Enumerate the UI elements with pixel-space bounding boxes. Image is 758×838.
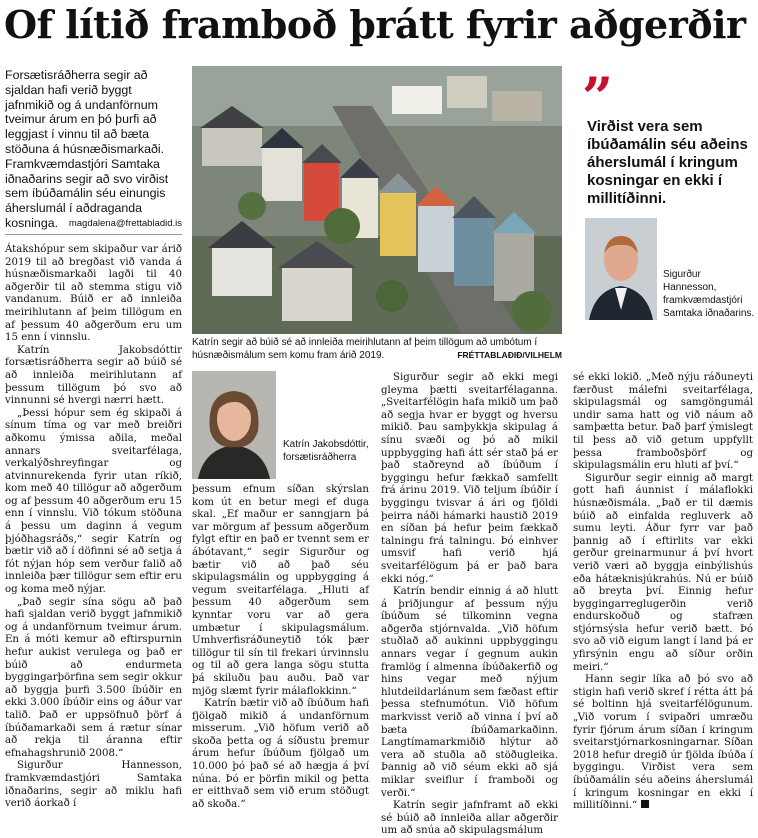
headline: Of lítið framboð þrátt fyrir aðgerðir	[4, 2, 746, 47]
paragraph: „Þessi hópur sem ég skipaði á sínum tíma og var með breiðri aðkomu ýmissa aðila, meðal annars sveitarfélaga, verkalýðshreyfingar og atvinnurekenda fyrir utan ríkið, kom með 40 tillögur að aðgerðum og af þessum 40 aðgerðum eru 15 enn í vinnslu. Við tókum stöðuna á þessu um daginn á vegum þjóðhagsráðs,“ segir Katrín og bætir við að í döfinni sé að setja á fót nýjan hóp sem verður falið að innleiða þær tillögur sem eftir eru og koma með nýjar.	[5, 407, 182, 596]
end-mark-icon	[641, 800, 649, 808]
paragraph: Sigurður Hannesson, framkvæmdastjóri Samtaka iðnaðarins, segir að miklu hafi verið áorkað í	[5, 760, 182, 810]
article-column-3	[381, 372, 558, 837]
divider	[5, 234, 182, 235]
article-column-2	[192, 484, 369, 810]
paragraph: Katrín bætir við að íbúðum hafi fjölgað mikið á undanförnum misserum. „Við höfum verið að skoða þetta og á síðustu þremur árum hefur íbúðum fjölgað um 10.000 þó það sé að hægja á því núna. Þó er þörfin mikil og þetta er eitthvað sem við erum stöðugt að skoða.“	[192, 698, 369, 810]
byline-email: magdalena@frettabladid.is	[68, 218, 182, 229]
pull-quote: Virðist vera sem íbúðamálin séu aðeins áherslumál í kringum kosningar en ekki í millitíðinni.	[587, 118, 748, 207]
photo-caption: Katrín segir að búið sé að innleiða meirihlutann af þeim tillögum að umbótum í húsnæðismálum sem komu fram árið 2019.	[192, 337, 538, 361]
article-column-4	[573, 372, 753, 812]
article-column-1	[5, 244, 182, 810]
portrait-caption-sigurdur: Sigurður Hannesson, framkvæmdastjóri Samtaka iðnaðarins.	[663, 269, 755, 319]
intro-lead: Forsætisráðherra segir að sjaldan hafi verið byggt jafnmikið og á undanförnum tveimur árum en þó þurfi að leggjast í vinnu til að bæta stöðuna á húsnæðismarkaði. Framkvæmdastjóri Samtaka iðnaðarins segir að svo virðist sem íbúðamálin séu einungis áherslumál í aðdraganda kosninga.	[5, 68, 169, 230]
paragraph: „Það segir sína sögu að það hafi sjaldan verið byggt jafnmikið og á undanförnum tveimur árum. En á móti kemur að eftirspurnin hefur aukist verulega og það er búið að endurmeta byggingarþörfina sem segir okkur að byggja þurfi 3.500 íbúðir en ekki 3.000 íbúðir eins og áður var talið. Það er uppsöfnuð þörf á íbúðamarkaði sem á rætur sínar að rekja til áranna eftir efnahagshrunið 2008.“	[5, 596, 182, 759]
paragraph-text: Hann segir líka að þó svo að stigin hafi verið skref í rétta átt þá sé boltinn hjá sveitarfélögunum. „Við vorum í svipaðri umræðu fyrir fjórum árum síðan í kringum sveitarstjórnarkosningarnar. Síðan 2018 hefur dregið úr fjölda íbúða í byggingu. Virðist vera sem íbúðamálin séu aðeins áherslumál í kringum kosningar en ekki í millitíðinni.“	[573, 674, 753, 812]
quote-mark-icon: ”	[582, 65, 614, 129]
paragraph: sé ekki lokið. „Með nýju ráðuneyti færðust málefni sveitarfélaga, skipulagsmál og samgöngumál undir sama hatt og við náum að samþætta betur. Það þarf ýmislegt til þess að við getum uppfyllt þessa framboðsþörf og skipulagsmálin eru hluti af því.“	[573, 372, 753, 472]
portrait-sigurdur	[585, 218, 657, 320]
paragraph: þessum efnum síðan skýrslan kom út en betur megi ef duga skal. „Ef maður er sanngjarn þá var mörgum af þessum aðgerðum fylgt eftir en það er tvennt sem er ábótavant,“ segir Sigurður og bætir við að það séu skipulagsmálin og uppbygging á vegum sveitarfélaga. „Hluti af þessum 40 aðgerðum sem kynntar voru var að gera umbætur í skipulagsmálum. Umhverfisráðuneytið tók þær tillögur til sín til frekari úrvinnslu og til að gera langa sögu stutta þá skiluðu þau auðu. Það var mjög slæmt fyrir málaflokkinn.“	[192, 484, 369, 697]
paragraph: Sigurður segir að ekki megi gleyma þætti sveitarfélaganna. „Sveitarfélögin hafa mikið um það að segja hvar er byggt og hversu mikið. Þau samþykkja skipulag á sínu svæði og þó að mikil uppbygging hafi átt sér stað þá er það staðreynd að íbúðum í byggingu hefur fækkað samfellt frá árinu 2019. Við teljum íbúðir í byggingu tvisvar á ári og fjöldi þeirra náði hámarki haustið 2019 en síðan þá hefur þeim fækkað talningu frá talningu. Þó einhver umsvif hafi verið hjá sveitarfélögum þá er það bara ekki nóg.“	[381, 372, 558, 585]
paragraph: Katrín bendir einnig á að hlutt á þriðjungur af þessum nýju íbúðum sé tilkominn vegna aðgerða stjórnvalda. „Við höfum stuðlað að aukinni uppbyggingu annars vegar í gegnum aukin framlög í almenna íbúðakerfið og hins vegar með nýjum hlutdeildarlánum sem fæðast eftir þessa stefnumótun. Við höfum markvisst verið að vinna í því að bæta íbúðamarkaðinn. Langtímamarkmiðið hlýtur að vera að stuðla að stöðugleika. Þannig að við séum ekki að sjá miklar sveiflur í framboði og verði.“	[381, 586, 558, 799]
paragraph	[573, 674, 753, 813]
paragraph: Katrín segir jafnframt að ekki sé búið að innleiða allar aðgerðir um að snúa að skipulagsmálum	[381, 800, 558, 837]
portrait-katrin	[192, 371, 276, 479]
main-photo	[192, 66, 562, 334]
paragraph: Sigurður segir einnig að margt gott hafi áunnist í málaflokki húsnæðismála. „Það er til dæmis búið að einfalda regluverk að sumu leyti. Áður fyrr var það þannig að í eftirlits var ekki gerður greinarmunur á því hvort verið væri að byggja einbýlishús eða hátæknisjúkrahús. Nú er búið að breyta því. Einnig hefur byggingarreglugerðin verið endurskoðuð og stafræn stjórnsýsla hefur verið bætt. Þó svo að við eigum langt í land þá er yfirsýnin engu að síður orðin meiri.“	[573, 472, 753, 673]
houses-illustration	[192, 66, 562, 334]
paragraph: Katrín Jakobsdóttir forsætisráðherra segir að búið sé að innleiða meirihlutann af þessum tillögum þó svo að vinnunni sé hvergi nærri hætt.	[5, 344, 182, 407]
photo-credit: FRÉTTABLAÐIÐ/VILHELM	[457, 350, 562, 360]
paragraph: Átakshópur sem skipaður var árið 2019 til að bregðast við vanda á húsnæðismarkaði lagði til 40 aðgerðir til að stemma stigu við vandanum. Búið er að innleiða meirihlutann af þeim tillögum en af þessum 40 aðgerðum eru um 15 enn í vinnslu.	[5, 244, 182, 344]
portrait-caption-katrin: Katrín Jakobsdóttir, forsætisráðherra	[283, 439, 369, 463]
